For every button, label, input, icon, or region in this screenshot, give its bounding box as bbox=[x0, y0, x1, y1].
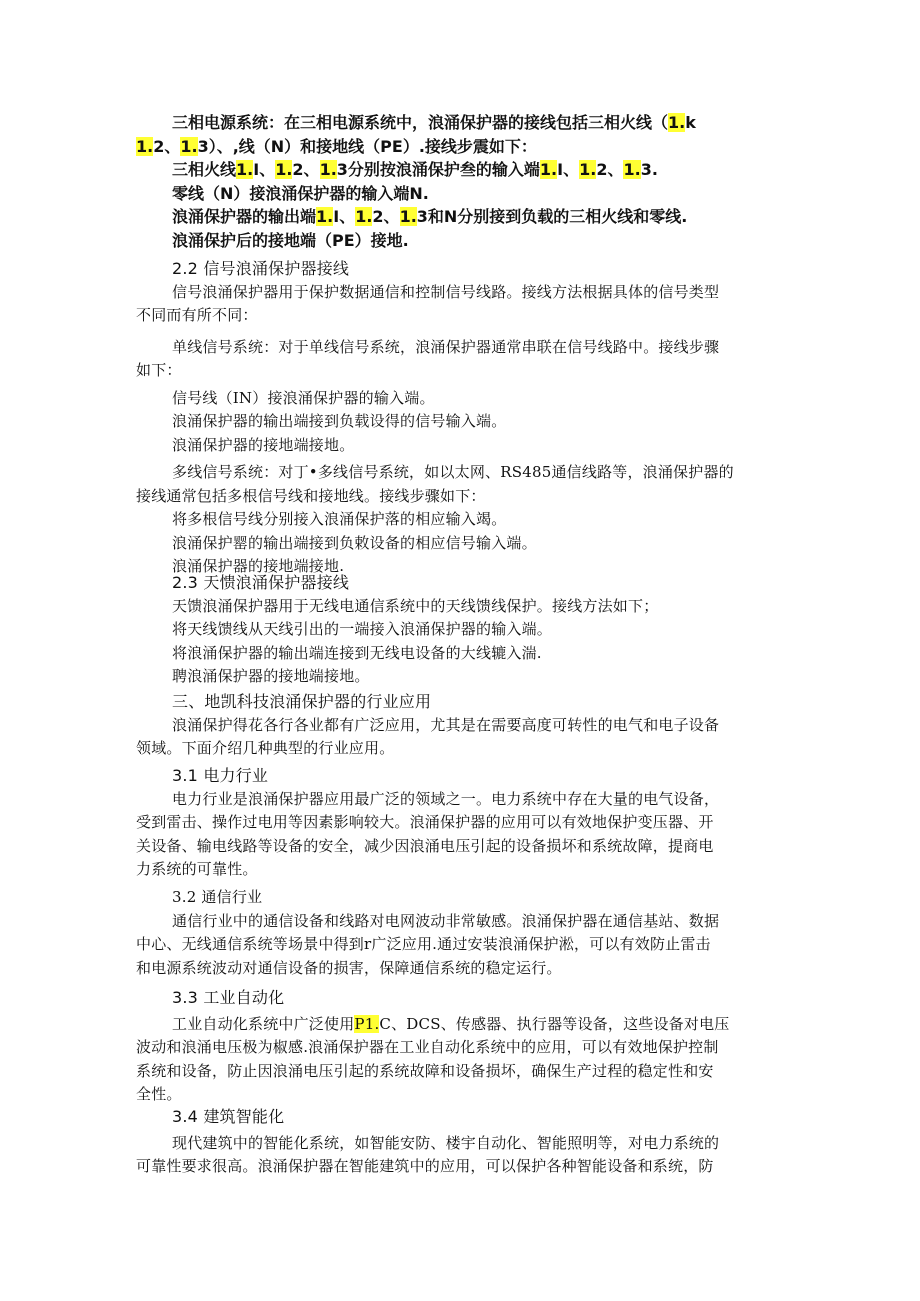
text-span: 3和N分别接到负载的三相火线和零线. bbox=[416, 207, 688, 226]
section-heading: 2.3 天愦浪涌保护器接线 bbox=[172, 573, 350, 592]
text-span: 2、 bbox=[596, 160, 624, 179]
paragraph-line: 天馈浪涌保护器用于无线电通信系统中的天线馈线保护。接线方法如下； bbox=[172, 596, 659, 615]
highlight: 1. bbox=[180, 136, 198, 156]
paragraph-line: 不同而有所不同： bbox=[136, 306, 258, 324]
step-line: 浪涌保护器的接地端接地. bbox=[172, 557, 345, 575]
section-heading: 3.4 建筑智能化 bbox=[172, 1107, 285, 1126]
paragraph-line: 波动和浪涌电压极为椒感.浪涌保护器在工业自动化系统中的应用，可以有效地保护控制 bbox=[136, 1038, 719, 1056]
step-line: 信号线（IN）接浪涌保护器的输入端。 bbox=[172, 388, 435, 407]
paragraph-line: 和电源系统波动对通信设备的损害，保障通信系统的稳定运行。 bbox=[136, 958, 562, 977]
paragraph-line: 现代建筑中的智能化系统，如智能安防、楼宇自动化、智能照明等，对电力系统的 bbox=[172, 1133, 720, 1152]
step-line: 将天线馈线从天线引出的一端接入浪涌保护器的输入端。 bbox=[172, 620, 553, 638]
text-span: I、 bbox=[333, 207, 356, 226]
highlight: 1. bbox=[539, 160, 558, 179]
paragraph-line: 单线信号系统：对于单线信号系统，浪涌保护器通常串联在信号线路中。接线步骤 bbox=[172, 337, 720, 356]
step-line: 浪涌保护罂的输出端接到负敕设备的相应信号输入端。 bbox=[172, 533, 537, 552]
paragraph-line bbox=[136, 111, 786, 135]
highlight: 1. bbox=[668, 113, 686, 132]
paragraph-line: 多线信号系统：对丁•多线信号系统，如以太网、RS485通信线路等，浪涌保护器的 bbox=[172, 463, 734, 481]
text-span: 2、 bbox=[372, 207, 400, 226]
text-span: C、DCS、传感器、执行器等设备，这些设备对电压 bbox=[379, 1014, 730, 1033]
paragraph-line: 受到雷击、操作过电用等因素影响较大。浪涌保护器的应用可以有效地保护变压器、开 bbox=[136, 813, 714, 831]
paragraph-line: 接线通常包括多根信号线和接地线。接线步骤如下： bbox=[136, 486, 486, 505]
paragraph-line: 领域。下面介绍几种典型的行业应用。 bbox=[136, 739, 395, 757]
three-phase-section bbox=[136, 111, 786, 252]
highlight: 1. bbox=[275, 160, 293, 179]
paragraph-line: 如下： bbox=[136, 361, 182, 379]
paragraph-line bbox=[136, 135, 786, 159]
paragraph-line: 浪涌保护得花各行各业都有广泛应用，尤其是在需要高度可转性的电气和电子设备 bbox=[172, 715, 720, 734]
text-span: I、 bbox=[253, 160, 276, 179]
text-span: 3分别按浪涌保护叁的输入端 bbox=[336, 160, 540, 179]
highlight: 1. bbox=[579, 160, 597, 179]
text-span: 三相电源系统：在三相电源系统中，浪涌保护器的接线包括三相火线（ bbox=[172, 113, 669, 132]
paragraph-line: 通信行业中的通信设备和线路对电网波动非常敏感。浪涌保护器在通信基站、数据 bbox=[172, 911, 720, 930]
text-span: 2、 bbox=[153, 136, 181, 156]
highlight: P1. bbox=[354, 1014, 380, 1033]
paragraph-line: 浪涌保护后的接地端（PE）接地. bbox=[172, 230, 409, 250]
highlight: 1. bbox=[319, 160, 337, 179]
paragraph-line bbox=[136, 1013, 786, 1037]
text-span: 3. bbox=[640, 160, 658, 179]
text-span: 3）、,线（N）和接地线（PE）.接线步震如下： bbox=[197, 136, 537, 156]
section-2-3 bbox=[136, 571, 786, 689]
text-span: 三相火线 bbox=[172, 160, 237, 179]
paragraph-line: 电力行业是浪涌保护器应用最广泛的领域之一。电力系统中存在大量的电气设备， bbox=[172, 789, 720, 808]
paragraph-line: 关设备、输电线路等设备的安全，减少因浪涌电压引起的设备损坏和系统故障，提商电 bbox=[136, 836, 714, 855]
highlight: 1. bbox=[399, 207, 417, 226]
step-line: 聘浪涌保护器的接地端接地。 bbox=[172, 667, 370, 685]
section-3-1 bbox=[136, 764, 786, 882]
paragraph-line bbox=[136, 158, 786, 182]
section-3 bbox=[136, 690, 786, 761]
section-3-4 bbox=[136, 1105, 786, 1179]
section-heading: 3.2 通信行业 bbox=[172, 888, 263, 906]
highlight: 1. bbox=[136, 136, 154, 156]
section-heading: 三、地凯科技浪涌保护器的行业应用 bbox=[172, 692, 432, 711]
text-span: 浪涌保护器的输出端 bbox=[172, 207, 317, 226]
text-span: 2、 bbox=[292, 160, 320, 179]
step-line: 将多根信号线分别接入浪涌保护落的相应输入竭。 bbox=[172, 510, 507, 528]
section-3-3 bbox=[136, 986, 786, 1107]
text-span: k bbox=[685, 113, 696, 132]
highlight: 1. bbox=[355, 207, 373, 226]
step-line: 浪涌保护器的接地端接地。 bbox=[172, 435, 355, 454]
step-line: 将浪涌保护器的输出端连接到无线电设备的大线辘入湍. bbox=[172, 643, 542, 662]
paragraph-line: 可靠性要求很高。浪涌保护器在智能建筑中的应用，可以保护各种智能设备和系统，防 bbox=[136, 1157, 714, 1175]
highlight: 1. bbox=[623, 160, 641, 179]
section-heading: 2.2 信号浪涌保护器接线 bbox=[172, 259, 350, 278]
paragraph-line: 零线（N）接浪涌保护器的输入端N. bbox=[172, 183, 429, 203]
section-2-2 bbox=[136, 257, 786, 579]
section-heading: 3.1 电力行业 bbox=[172, 766, 269, 785]
text-span: I、 bbox=[557, 160, 580, 179]
paragraph-line: 中心、无线通信系统等场景中得到r广泛应用.通过安装浪涌保护淞，可以有效防止雷击 bbox=[136, 935, 711, 953]
highlight: 1. bbox=[236, 160, 254, 179]
step-line: 浪涌保护器的输出端接到负载设得的信号输入端。 bbox=[172, 412, 507, 430]
paragraph-line: 信号浪涌保护器用于保护数据通信和控制信号线路。接线方法根据具体的信号类型 bbox=[172, 282, 720, 301]
paragraph-line: 全性。 bbox=[136, 1085, 182, 1103]
paragraph-line bbox=[136, 205, 786, 229]
section-3-2 bbox=[136, 886, 786, 980]
text-span: 工业自动化系统中广泛使用 bbox=[172, 1014, 355, 1033]
paragraph-line: 力系统的可靠性。 bbox=[136, 860, 258, 878]
paragraph-line: 系统和设备，防止因浪涌电压引起的系统故障和设备损坏，确保生产过程的稳定性和安 bbox=[136, 1061, 714, 1080]
highlight: 1. bbox=[316, 207, 334, 226]
section-heading: 3.3 工业自动化 bbox=[172, 988, 285, 1007]
